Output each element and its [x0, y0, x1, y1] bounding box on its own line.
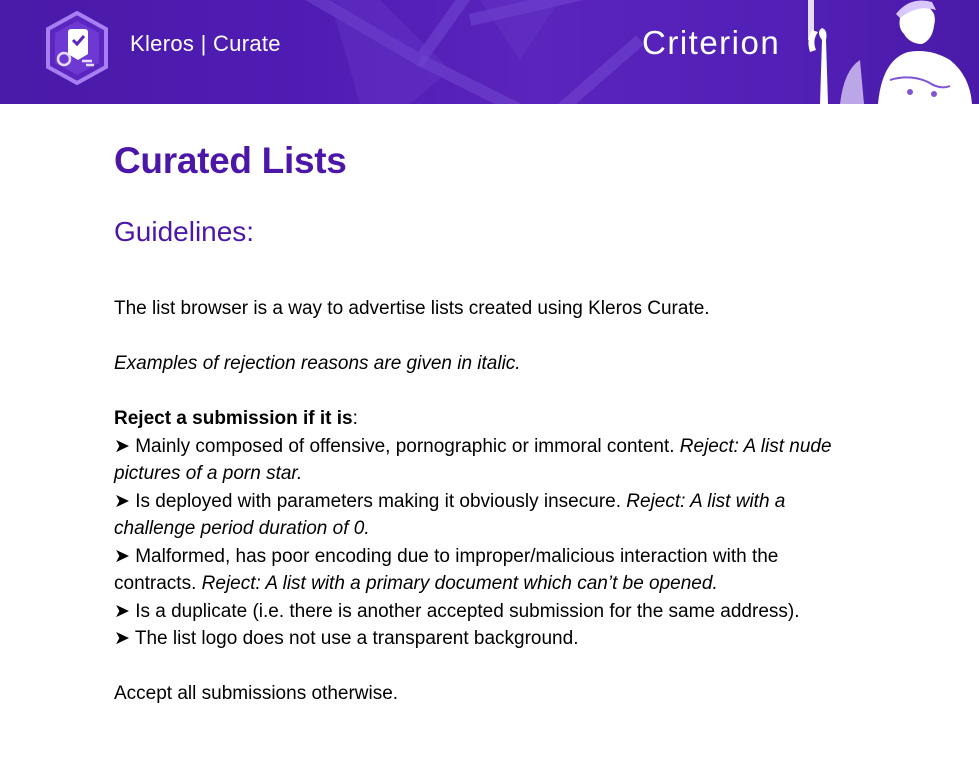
rule-example: Reject: A list with a primary document which can’t be opened.: [201, 573, 718, 594]
rule-item: [114, 598, 854, 626]
guidelines-body: [114, 295, 854, 708]
reject-heading-label: Reject a submission if it is: [114, 408, 353, 429]
rule-item: [114, 543, 854, 598]
bullet-arrow-icon: ➤: [114, 435, 130, 457]
page-title: Curated Lists: [114, 140, 347, 181]
intro-paragraph: The list browser is a way to advertise lists created using Kleros Curate.: [114, 298, 710, 319]
rule-text: Malformed, has poor encoding due to improper/malicious interaction with the contracts.: [114, 545, 779, 594]
rule-item: [114, 488, 854, 543]
rule-example: Reject: A list nude pictures of a porn star.: [114, 435, 832, 484]
bullet-arrow-icon: ➤: [114, 628, 130, 649]
banner-title: Criterion: [642, 24, 781, 61]
section-subtitle: Guidelines:: [114, 216, 255, 247]
kleros-curate-logo-icon: [42, 9, 112, 87]
reject-heading: [114, 405, 854, 433]
bullet-arrow-icon: ➤: [114, 490, 130, 512]
rule-text: Is a duplicate (i.e. there is another accepted submission for the same address).: [135, 600, 800, 622]
rule-example: Reject: A list with a challenge period duration of 0.: [114, 490, 786, 539]
rule-item: [114, 433, 854, 488]
reject-heading-colon: :: [352, 408, 358, 429]
header-banner: [0, 0, 979, 104]
rule-text: Is deployed with parameters making it obviously insecure.: [135, 490, 621, 512]
italic-note: Examples of rejection reasons are given in italic.: [114, 353, 521, 374]
bullet-arrow-icon: ➤: [114, 600, 130, 622]
rule-text: The list logo does not use a transparent background.: [134, 628, 579, 649]
bullet-arrow-icon: ➤: [114, 545, 130, 567]
athena-statue-illustration: [800, 0, 979, 104]
rule-text: Mainly composed of offensive, pornographic or immoral content.: [135, 435, 675, 457]
rule-item: [114, 625, 854, 653]
brand-name[interactable]: Kleros | Curate: [130, 31, 281, 56]
closing-paragraph: Accept all submissions otherwise.: [114, 683, 399, 704]
